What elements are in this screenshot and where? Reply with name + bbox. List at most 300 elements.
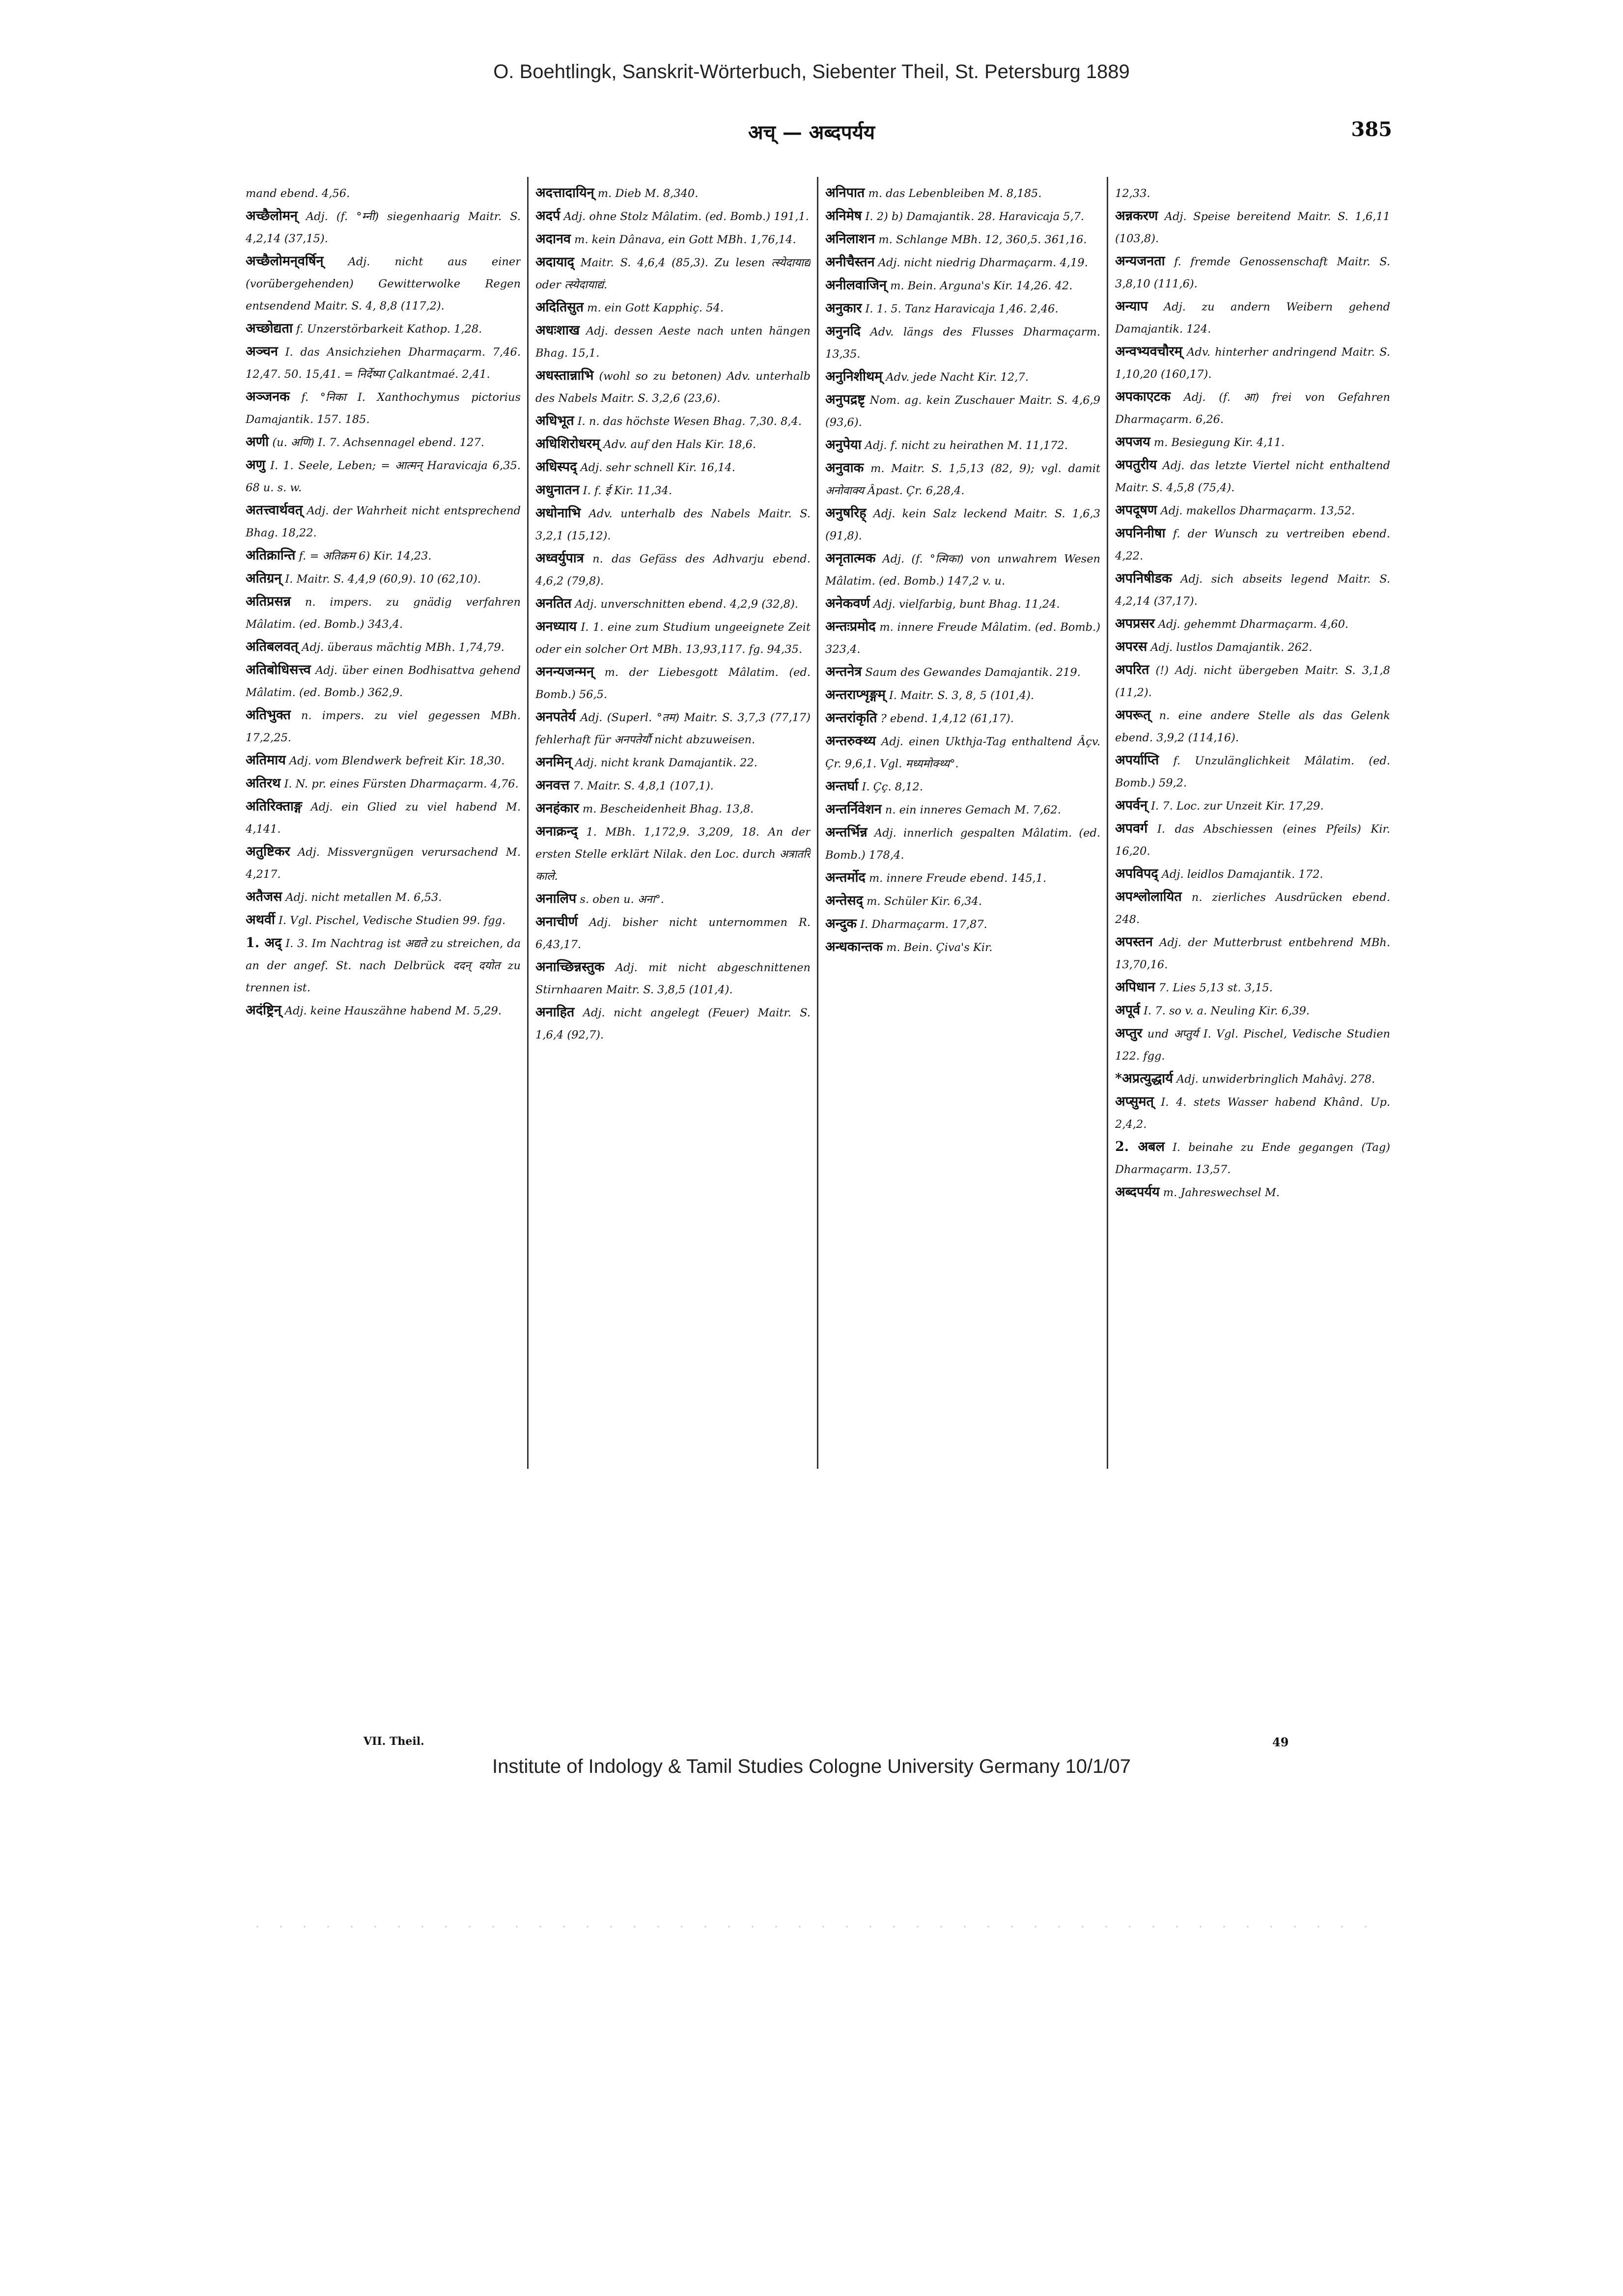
headword: अतिबलवत्	[246, 639, 299, 654]
dictionary-entry	[535, 479, 811, 502]
headword: अनेकवर्ण	[825, 596, 870, 611]
definition: n. das Gefäss des Adhvarju ebend. 4,6,2 (79,8).	[535, 553, 811, 588]
definition: Adj. sehr schnell Kir. 16,14.	[580, 461, 735, 474]
headword: अतिप्रसन्न	[246, 594, 291, 609]
definition: m. Schüler Kir. 6,34.	[867, 895, 982, 908]
headword: *अप्रत्युद्धार्य	[1115, 1071, 1173, 1086]
headword: अच्छोद्यता	[246, 321, 293, 336]
definition: Adj. ohne Stolz Mâlatim. (ed. Bomb.) 191,1.	[563, 210, 809, 223]
dictionary-entry	[825, 389, 1100, 434]
dictionary-entry	[825, 434, 1100, 457]
dictionary-entry	[535, 502, 811, 547]
headword: अनुनिशीथम्	[825, 369, 883, 384]
dictionary-entry	[535, 1001, 811, 1046]
headword: 2. अबल	[1115, 1139, 1165, 1154]
headword: अन्वभ्यवचौरम्	[1115, 344, 1182, 359]
dictionary-column-3	[825, 182, 1100, 1695]
dictionary-entry	[825, 616, 1100, 661]
dictionary-entry	[1115, 817, 1390, 863]
dictionary-entry	[535, 228, 811, 251]
headword: अपकाएटक	[1115, 389, 1171, 404]
definition: Maitr. S. 4,6,4 (85,3). Zu lesen त्स्येदायाद्य oder त्स्येदायाद्यं.	[535, 256, 811, 291]
dictionary-entry	[246, 999, 521, 1022]
definition: 7. Maitr. S. 4,8,1 (107,1).	[573, 780, 714, 792]
dictionary-entry	[1115, 340, 1390, 386]
running-title: अच् — अब्दपर्यय	[748, 121, 875, 144]
dictionary-entry	[825, 684, 1100, 707]
definition: I. Maitr. S. 3, 8, 5 (101,4).	[889, 689, 1035, 702]
definition: f. der Wunsch zu vertreiben ebend. 4,22.	[1115, 528, 1390, 562]
dictionary-entry	[1115, 863, 1390, 886]
dictionary-entry	[535, 616, 811, 661]
headword: अनाचीर्ण	[535, 914, 578, 929]
headword: अधस्तान्नाभि	[535, 368, 594, 383]
definition: Adj. unwiderbringlich Mahâvj. 278.	[1176, 1073, 1375, 1086]
scan-artifact	[246, 1926, 1375, 1928]
definition: Adv. jede Nacht Kir. 12,7.	[886, 371, 1029, 384]
definition: Saum des Gewandes Damajantik. 219.	[865, 666, 1081, 679]
dictionary-entry	[246, 636, 521, 659]
headword: अन्तर्घा	[825, 779, 859, 794]
definition: Adj. kein Salz leckend Maitr. S. 1,6,3 (91,8).	[825, 507, 1100, 542]
dictionary-entry	[825, 320, 1100, 365]
definition: Adj. bisher nicht unternommen R. 6,43,17.	[535, 916, 811, 951]
definition: n. impers. zu viel gegessen MBh. 17,2,25.	[246, 709, 521, 744]
dictionary-entry	[825, 182, 1100, 205]
definition: Adj. nicht angelegt (Feuer) Maitr. S. 1,6,4 (92,7).	[535, 1007, 811, 1041]
headword: अनुषरिह्	[825, 505, 867, 521]
headword: अच्छैलोमन्	[246, 208, 298, 224]
dictionary-entry	[246, 567, 521, 590]
dictionary-entry	[825, 707, 1100, 730]
definition: m. innere Freude ebend. 145,1.	[868, 872, 1047, 885]
definition: I. 7. Loc. zur Unzeit Kir. 17,29.	[1151, 800, 1324, 812]
definition: Adj. dessen Aeste nach unten hängen Bhag. 15,1.	[535, 325, 811, 360]
definition: m. Maitr. S. 1,5,13 (82, 9); vgl. damit अनोवाक्य Âpast. Çr. 6,28,4.	[825, 462, 1100, 497]
dictionary-entry	[535, 661, 811, 706]
definition: Adj. (f. °म्नी) siegenhaarig Maitr. S. 4,2,14 (37,15).	[246, 210, 521, 245]
dictionary-entry	[535, 956, 811, 1001]
definition: f. Unzerstörbarkeit Kathop. 1,28.	[296, 323, 482, 336]
headword: अनुपद्रष्टृ	[825, 392, 866, 407]
dictionary-entry	[1115, 295, 1390, 340]
dictionary-entry	[535, 797, 811, 820]
definition: Adv. hinterher andringend Maitr. S. 1,10,20 (160,17).	[1115, 346, 1390, 381]
definition: Adj. der Mutterbrust entbehrend MBh. 13,70,16.	[1115, 936, 1390, 971]
definition: Adj. der Wahrheit nicht entsprechend Bhag. 18,22.	[246, 504, 521, 539]
headword: अतिरिक्ताङ्ग	[246, 799, 302, 814]
definition: I. 1. eine zum Studium ungeeignete Zeit oder ein solcher Ort MBh. 13,93,117. fg. 94,35.	[535, 621, 811, 656]
dictionary-entry	[535, 888, 811, 911]
headword: अणी	[246, 434, 269, 449]
headword: अनन्यजन्मन्	[535, 664, 594, 679]
headword: अब्दपर्यय	[1115, 1184, 1160, 1200]
definition: m. das Lebenbleiben M. 8,185.	[868, 187, 1042, 200]
dictionary-entry	[535, 911, 811, 956]
headword: अधोनाभि	[535, 505, 581, 521]
definition: m. Besiegung Kir. 4,11.	[1153, 436, 1285, 449]
dictionary-entry	[246, 886, 521, 909]
dictionary-entry	[1115, 704, 1390, 749]
definition: Adj. Missvergnügen verursachend M. 4,217.	[246, 846, 521, 881]
dictionary-entry	[1115, 886, 1390, 931]
dictionary-entry	[535, 364, 811, 410]
headword: अनीलवाजिन्	[825, 278, 887, 293]
headword: अधिशिरोधरम्	[535, 436, 600, 451]
dictionary-entry	[825, 661, 1100, 684]
dictionary-entry	[1115, 659, 1390, 704]
dictionary-column-1	[246, 182, 521, 1695]
headword: अपर्वन्	[1115, 798, 1147, 813]
dictionary-entry	[535, 182, 811, 205]
headword: अतिक्रान्ति	[246, 548, 296, 563]
definition: I. Vgl. Pischel, Vedische Studien 99. fgg.	[279, 914, 506, 927]
definition: Adj. sich abseits legend Maitr. S. 4,2,14 (37,17).	[1115, 573, 1390, 608]
headword: अन्धकान्तक	[825, 939, 883, 954]
dictionary-entry	[246, 544, 521, 567]
headword: अन्तेसद्	[825, 893, 863, 908]
definition: m. ein Gott Kapphiç. 54.	[587, 302, 724, 314]
dictionary-entry	[246, 205, 521, 250]
definition: Adj. über einen Bodhisattva gehend Mâlatim. (ed. Bomb.) 362,9.	[246, 664, 521, 699]
definition: Adj. nicht metallen M. 6,53.	[285, 891, 442, 904]
headword: अनाक्रन्द्	[535, 824, 578, 839]
definition: Adj. leidlos Damajantik. 172.	[1161, 868, 1323, 881]
dictionary-entry	[535, 433, 811, 456]
dictionary-entry	[825, 913, 1100, 936]
definition: I. Dharmaçarm. 17,87.	[860, 918, 987, 931]
page-number: 385	[1351, 118, 1392, 141]
headword: अदत्तादायिन्	[535, 185, 594, 200]
headword: अन्तरांकृति	[825, 710, 877, 726]
definition: 12,33.	[1115, 187, 1150, 200]
headword: अनुवाक	[825, 460, 864, 476]
dictionary-entry	[1115, 636, 1390, 659]
dictionary-column-2	[535, 182, 811, 1695]
definition: Adj. (Superl. °तम) Maitr. S. 3,7,3 (77,17) fehlerhaft für अनपतेर्यौ nicht abzuweisen.	[535, 711, 811, 746]
headword: अनिपात	[825, 185, 865, 200]
headword: अन्तरुक्थ्य	[825, 733, 876, 749]
dictionary-entry	[535, 205, 811, 228]
definition: Adj. (f. आ) frei von Gefahren Dharmaçarm. 6,26.	[1115, 391, 1390, 426]
headword: अदायाद्	[535, 254, 574, 270]
dictionary-column-4	[1115, 182, 1390, 1695]
definition: m. der Liebesgott Mâlatim. (ed. Bomb.) 56,5.	[535, 666, 811, 701]
headword: अपप्रसर	[1115, 616, 1155, 631]
headword: अदानव	[535, 231, 571, 247]
headword: अपूर्व	[1115, 1003, 1140, 1018]
dictionary-entry	[246, 932, 521, 999]
definition: I. 2) b) Damajantik. 28. Haravicaja 5,7.	[865, 210, 1085, 223]
dictionary-entry	[535, 296, 811, 319]
definition: n. eine andere Stelle als das Gelenk ebend. 3,9,2 (114,16).	[1115, 709, 1390, 744]
dictionary-entry	[1115, 1136, 1390, 1181]
definition: Adj. innerlich gespalten Mâlatim. (ed. Bomb.) 178,4.	[825, 827, 1100, 862]
dictionary-entry	[246, 499, 521, 544]
definition: Adj. gehemmt Dharmaçarm. 4,60.	[1158, 618, 1349, 631]
headword: अनपतेर्य	[535, 709, 576, 725]
dictionary-entry	[825, 365, 1100, 389]
dictionary-entry	[535, 319, 811, 364]
headword: अपश्लोलायित	[1115, 889, 1182, 904]
definition: n. ein inneres Gemach M. 7,62.	[885, 804, 1061, 816]
dictionary-entry	[246, 772, 521, 795]
headword: अतिरथ	[246, 776, 281, 791]
headword: अनुकार	[825, 301, 862, 316]
volume-label: VII. Theil.	[364, 1735, 424, 1748]
headword: अपनिषीडक	[1115, 571, 1172, 586]
headword: अतत्त्वार्थवत्	[246, 503, 303, 518]
headword: अञ्चन	[246, 344, 278, 359]
definition: Adv. auf den Hals Kir. 18,6.	[603, 438, 756, 451]
dictionary-entry	[246, 704, 521, 749]
headword: अन्तर्भिन्न	[825, 825, 867, 840]
headword: अनवत्त	[535, 778, 570, 793]
headword: अदंष्ट्रिन्	[246, 1003, 281, 1018]
headword: अधिभूत	[535, 413, 574, 428]
definition: Adj. vom Blendwerk befreit Kir. 18,30.	[289, 755, 505, 767]
definition: I. Maitr. S. 4,4,9 (60,9). 10 (62,10).	[285, 573, 481, 586]
headword: अच्छैलोमन्‌वर्षिन्	[246, 253, 324, 269]
definition: Adj. nicht aus einer (vorübergehenden) Gewitterwolke Regen entsendend Maitr. S. 4, 8,8 (117,2).	[246, 255, 521, 312]
headword: अन्दुक	[825, 916, 857, 931]
headword: अदितिसुत	[535, 300, 584, 315]
dictionary-entry	[246, 182, 521, 205]
dictionary-entry	[1115, 1181, 1390, 1204]
definition: Adj. nicht niedrig Dharmaçarm. 4,19.	[878, 256, 1088, 269]
dictionary-entry	[535, 774, 811, 797]
dictionary-entry	[1115, 1067, 1390, 1091]
headword: अथर्वी	[246, 912, 275, 927]
definition: Adj. keine Hauszähne habend M. 5,29.	[284, 1005, 502, 1017]
dictionary-entry	[1115, 976, 1390, 999]
headword: अन्नकरण	[1115, 208, 1158, 224]
headword: अपरित	[1115, 662, 1149, 677]
dictionary-entry	[825, 798, 1100, 821]
headword: अन्तनेत्र	[825, 664, 862, 679]
dictionary-entry	[535, 592, 811, 616]
headword: अपतुरीय	[1115, 457, 1157, 473]
headword: अणु	[246, 457, 266, 473]
column-divider	[817, 177, 818, 1469]
headword: अनाच्छिन्नस्तुक	[535, 959, 605, 975]
headword: अपरस	[1115, 639, 1147, 654]
definition: I. 1. 5. Tanz Haravicaja 1,46. 2,46.	[865, 303, 1059, 315]
definition: m. innere Freude Mâlatim. (ed. Bomb.) 323,4.	[825, 621, 1100, 656]
definition: I. das Ansichziehen Dharmaçarm. 7,46. 12,47. 50. 15,41. = निर्देष्पा Çalkantmaé. 2,41.	[246, 346, 521, 381]
headword: अतैजस	[246, 889, 282, 904]
definition: I. 3. Im Nachtrag ist अद्यते zu streichen, da an der angef. St. nach Delbrück ददन् दयोत zu trennen ist.	[246, 937, 521, 994]
dictionary-entry	[825, 821, 1100, 867]
dictionary-entry	[1115, 794, 1390, 817]
dictionary-entry	[535, 820, 811, 888]
dictionary-entry	[825, 502, 1100, 547]
headword: अपर्याप्ति	[1115, 753, 1159, 768]
dictionary-entry	[246, 431, 521, 454]
headword: अपदूषण	[1115, 503, 1157, 518]
dictionary-entry	[246, 250, 521, 317]
definition: Adv. unterhalb des Nabels Maitr. S. 3,2,1 (15,12).	[535, 507, 811, 542]
headword: अनध्याय	[535, 619, 577, 634]
definition: I. Çç. 8,12.	[862, 781, 923, 793]
headword: अधःशाख	[535, 323, 580, 338]
definition: Nom. ag. kein Zuschauer Maitr. S. 4,6,9 (93,6).	[825, 394, 1100, 429]
headword: अतिग्रन्‌	[246, 571, 282, 586]
dictionary-entry	[246, 386, 521, 431]
dictionary-entry	[825, 547, 1100, 592]
headword: अप्सुमत्	[1115, 1094, 1154, 1109]
dictionary-entry	[1115, 499, 1390, 522]
dictionary-entry	[825, 457, 1100, 502]
definition: (wohl so zu betonen) Adv. unterhalb des Nabels Maitr. S. 3,2,6 (23,6).	[535, 370, 811, 405]
definition: f. fremde Genossenschaft Maitr. S. 3,8,10 (111,6).	[1115, 255, 1390, 290]
definition: m. Bescheidenheit Bhag. 13,8.	[582, 803, 754, 815]
headword: अनतित	[535, 596, 572, 611]
definition: (!) Adj. nicht übergeben Maitr. S. 3,1,8 (11,2).	[1115, 664, 1390, 699]
definition: Adj. f. nicht zu heirathen M. 11,172.	[865, 439, 1068, 452]
definition: Adj. einen Ukthja-Tag enthaltend Âçv. Çr. 9,6,1. Vgl. मध्यमोक्थ्य°.	[825, 735, 1100, 770]
headword: अनुपेया	[825, 437, 862, 452]
headword: अनिलाशन	[825, 231, 875, 247]
dictionary-entry	[825, 274, 1100, 297]
dictionary-entry	[1115, 749, 1390, 794]
column-divider	[527, 177, 529, 1469]
dictionary-entry	[246, 454, 521, 499]
dictionary-entry	[1115, 205, 1390, 250]
dictionary-entry	[825, 205, 1100, 228]
dictionary-entry	[825, 251, 1100, 274]
definition: Adj. mit nicht abgeschnittenen Stirnhaaren Maitr. S. 3,8,5 (101,4).	[535, 961, 811, 996]
headword: अदर्प	[535, 208, 560, 224]
dictionary-entry	[1115, 999, 1390, 1022]
definition: I. das Abschiessen (eines Pfeils) Kir. 16,20.	[1115, 823, 1390, 858]
headword: अतुष्टिकर	[246, 844, 290, 859]
headword: अन्तर्निवेशन	[825, 802, 882, 817]
definition: Adj. nicht krank Damajantik. 22.	[575, 756, 757, 769]
definition: Adj. Speise bereitend Maitr. S. 1,6,11 (103,8).	[1115, 210, 1390, 245]
headword: अपनिनीषा	[1115, 526, 1166, 541]
definition: f. = अतिक्रम 6) Kir. 14,23.	[299, 550, 432, 562]
dictionary-entry	[535, 706, 811, 751]
headword: अनुनदि	[825, 324, 861, 339]
definition: (u. अणि) I. 7. Achsennagel ebend. 127.	[272, 436, 484, 449]
headword: अनिमेष	[825, 208, 862, 224]
definition: m. Dieb M. 8,340.	[597, 187, 699, 200]
dictionary-entry	[825, 890, 1100, 913]
definition: m. Jahreswechsel M.	[1163, 1186, 1280, 1199]
dictionary-entry	[246, 795, 521, 840]
dictionary-entry	[1115, 931, 1390, 976]
definition: m. kein Dânava, ein Gott MBh. 1,76,14.	[574, 233, 796, 246]
dictionary-entry	[1115, 386, 1390, 431]
definition: Adj. makellos Dharmaçarm. 13,52.	[1160, 504, 1355, 517]
headword: अतिबोधिसत्त्व	[246, 662, 311, 677]
dictionary-entry	[825, 775, 1100, 798]
definition: I. 4. stets Wasser habend Khând. Up. 2,4,2.	[1115, 1096, 1390, 1131]
dictionary-entry	[825, 730, 1100, 775]
headword: अन्यजनता	[1115, 253, 1165, 269]
definition: und अप्तुर्य I. Vgl. Pischel, Vedische Studien 122. fgg.	[1115, 1028, 1390, 1063]
definition: m. Bein. Arguna's Kir. 14,26. 42.	[890, 280, 1073, 292]
headword: अपवर्ग	[1115, 821, 1148, 836]
dictionary-entry	[825, 867, 1100, 890]
dictionary-entry	[535, 751, 811, 774]
headword: अनमिन्	[535, 755, 572, 770]
dictionary-entry	[1115, 182, 1390, 205]
headword: अपविपद्	[1115, 866, 1158, 881]
definition: I. beinahe zu Ende gegangen (Tag) Dharmaçarm. 13,57.	[1115, 1141, 1390, 1176]
dictionary-entry	[1115, 1091, 1390, 1136]
definition: I. N. pr. eines Fürsten Dharmaçarm. 4,76.	[284, 778, 519, 790]
definition: Adj. lustlos Damajantik. 262.	[1150, 641, 1313, 654]
definition: Adj. überaus mächtig MBh. 1,74,79.	[302, 641, 504, 654]
dictionary-entry	[1115, 454, 1390, 499]
definition: Adj. zu andern Weibern gehend Damajantik. 124.	[1115, 301, 1390, 336]
headword: अनालिप	[535, 891, 577, 906]
definition: Adj. das letzte Viertel nicht enthaltend Maitr. S. 4,5,8 (75,4).	[1115, 459, 1390, 494]
headword: अपस्तन	[1115, 934, 1153, 950]
headword: अतिमाय	[246, 753, 286, 768]
dictionary-entry	[1115, 567, 1390, 613]
headword: अधुनातन	[535, 482, 580, 498]
dictionary-entry	[825, 592, 1100, 616]
source-footer: Institute of Indology & Tamil Studies Cologne University Germany 10/1/07	[492, 1756, 1131, 1777]
dictionary-entry	[535, 547, 811, 592]
dictionary-entry	[246, 590, 521, 636]
dictionary-entry	[825, 297, 1100, 320]
definition: I. f. ई Kir. 11,34.	[583, 484, 672, 497]
dictionary-entry	[1115, 431, 1390, 454]
definition: n. zierliches Ausdrücken ebend. 248.	[1115, 891, 1390, 926]
definition: m. Bein. Çiva's Kir.	[886, 941, 993, 954]
definition: Adj. unverschnitten ebend. 4,2,9 (32,8).	[575, 598, 799, 611]
headword: अन्तराप्शृङ्गम्	[825, 687, 886, 702]
definition: I. 1. Seele, Leben; = आत्मन् Haravicaja 6,35. 68 u. s. w.	[246, 459, 521, 494]
dictionary-entry	[535, 410, 811, 433]
definition: Adj. ein Glied zu viel habend M. 4,141.	[246, 801, 521, 836]
headword: अनहंकार	[535, 801, 579, 816]
headword: अनाहित	[535, 1005, 575, 1020]
definition: Adj. (f. °त्मिका) von unwahrem Wesen Mâlatim. (ed. Bomb.) 147,2 v. u.	[825, 553, 1100, 588]
definition: n. impers. zu gnädig verfahren Mâlatim. (ed. Bomb.) 343,4.	[246, 596, 521, 631]
source-header: O. Boehtlingk, Sanskrit-Wörterbuch, Siebenter Theil, St. Petersburg 1889	[493, 61, 1130, 83]
definition: f. Unzulänglichkeit Mâlatim. (ed. Bomb.) 59,2.	[1115, 755, 1390, 789]
headword: 1. अद्	[246, 935, 282, 951]
dictionary-entry	[246, 659, 521, 704]
dictionary-entry	[246, 909, 521, 932]
definition: mand ebend. 4,56.	[246, 187, 350, 200]
dictionary-entry	[825, 936, 1100, 959]
definition: 1. MBh. 1,172,9. 3,209, 18. An der ersten Stelle erklärt Nilak. den Loc. durch अत्रातरि काले.	[535, 826, 811, 883]
dictionary-entry	[246, 317, 521, 340]
definition: ? ebend. 1,4,12 (61,17).	[880, 712, 1014, 725]
dictionary-entry	[1115, 1022, 1390, 1067]
definition: Adj. vielfarbig, bunt Bhag. 11,24.	[873, 598, 1060, 611]
headword: अधिस्पद्	[535, 459, 577, 475]
definition: f. °निका I. Xanthochymus pictorius Damajantik. 157. 185.	[246, 391, 521, 426]
headword: अध्वर्युपात्र	[535, 551, 584, 566]
dictionary-entry	[1115, 250, 1390, 295]
headword: अनृतात्मक	[825, 551, 876, 566]
headword: अन्तर्मोद	[825, 870, 866, 885]
definition: Adv. längs des Flusses Dharmaçarm. 13,35.	[825, 326, 1100, 361]
dictionary-entry	[246, 749, 521, 772]
dictionary-entry	[246, 840, 521, 886]
headword: अन्याप	[1115, 299, 1148, 314]
headword: अप्तुर	[1115, 1026, 1143, 1041]
headword: अन्तःप्रमोद	[825, 619, 876, 634]
dictionary-entry	[246, 340, 521, 386]
